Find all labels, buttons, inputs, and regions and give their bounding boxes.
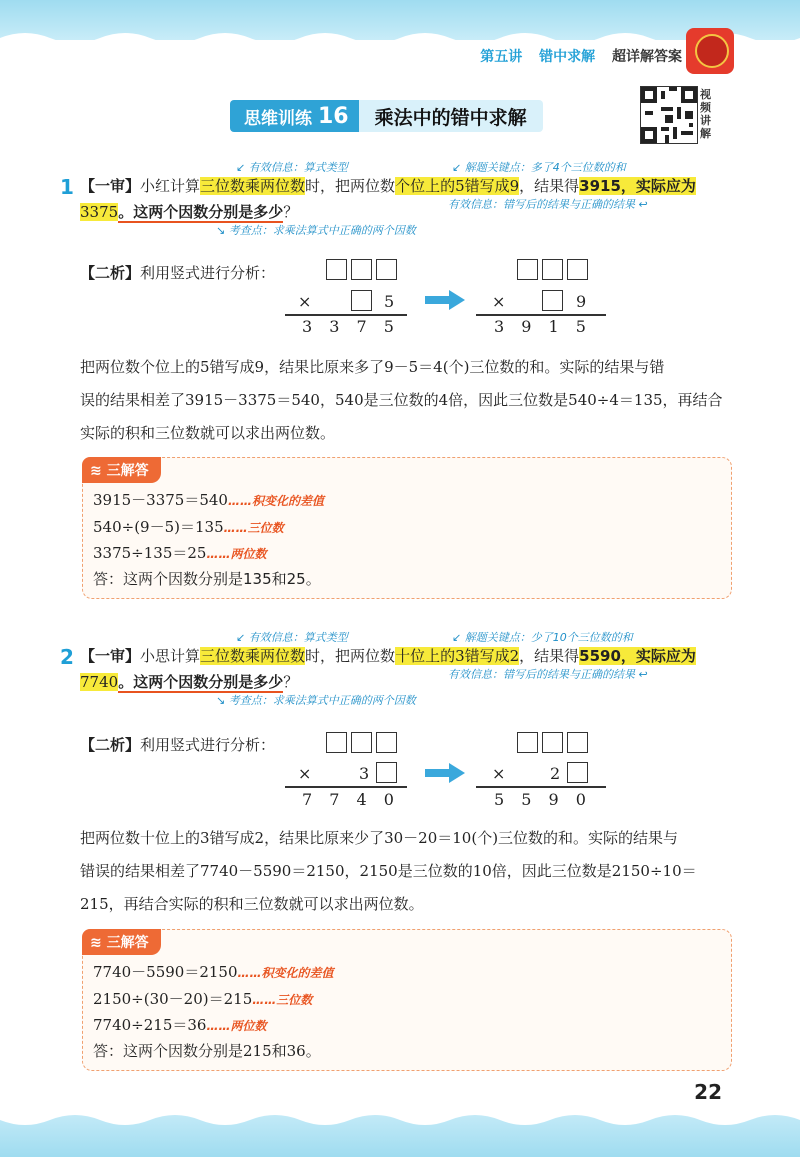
q1-answer-box <box>82 457 732 599</box>
arrow-right-icon <box>425 290 465 310</box>
q2-ans3: 7740÷215＝36……两位数 <box>93 1016 267 1034</box>
times-sign: × <box>298 764 312 783</box>
bottom-wave-band <box>0 1108 800 1157</box>
q2-para2: 错误的结果相差了7740－5590＝2150，2150是三位数的10倍，因此三位数是2150÷10＝ <box>80 862 697 880</box>
q1-note-b: ↙ 解题关键点：多了4个三位数的和 <box>452 161 626 174</box>
q2-note-a: ↙ 有效信息：算式类型 <box>236 631 348 644</box>
qr-code[interactable] <box>640 86 698 144</box>
q2-ans4: 答：这两个因数分别是215和36。 <box>93 1042 321 1060</box>
header-breadcrumb <box>468 46 682 66</box>
known-digit: 3 <box>359 764 370 783</box>
q1-number: 1 <box>60 175 74 199</box>
q2-ans1: 7740－5590＝2150……积变化的差值 <box>93 963 334 981</box>
title-name: 乘法中的错中求解 <box>359 100 543 132</box>
calc-result: 5 5 9 0 <box>494 790 592 809</box>
digit-box <box>376 762 397 783</box>
title-series <box>230 100 359 132</box>
answer-tag: ≋ 三解答 <box>82 929 161 955</box>
digit-box <box>542 732 563 753</box>
q2-analysis-lead: 【二析】利用竖式进行分析： <box>80 736 276 754</box>
calc-rule <box>285 786 407 788</box>
calc-rule <box>476 786 606 788</box>
digit-box <box>326 732 347 753</box>
digit-box <box>351 259 372 280</box>
q1-ans2: 540÷(9－5)＝135……三位数 <box>93 518 284 536</box>
calc-rule <box>476 314 606 316</box>
topic-label: 错中求解 <box>539 49 596 65</box>
title-series-text: 思维训练 <box>244 108 312 129</box>
digit-box <box>542 290 563 311</box>
q2-para1: 把两位数十位上的3错写成2，结果比原来少了30－20＝10(个)三位数的和。实际的结果与 <box>80 829 679 847</box>
q2-ans2: 2150÷(30－20)＝215……三位数 <box>93 990 313 1008</box>
digit-box <box>542 259 563 280</box>
known-digit: 9 <box>576 292 587 311</box>
q1-para3: 实际的积和三位数就可以求出两位数。 <box>80 424 336 442</box>
digit-box <box>567 732 588 753</box>
q1-para1: 把两位数个位上的5错写成9，结果比原来多了9－5＝4(个)三位数的和。实际的结果与错 <box>80 358 665 376</box>
q1-ans3: 3375÷135＝25……两位数 <box>93 544 267 562</box>
q1-line2: 3375。这两个因数分别是多少？ <box>80 203 299 221</box>
q2-para3: 215，再结合实际的积和三位数就可以求出两位数。 <box>80 895 424 913</box>
answer-tag: ≋ 三解答 <box>82 457 161 483</box>
known-digit: 2 <box>550 764 561 783</box>
times-sign: × <box>492 292 506 311</box>
q1-note-d: ↘ 考查点：求乘法算式中正确的两个因数 <box>216 224 416 237</box>
qr-label: 视频讲解 <box>700 88 711 140</box>
q2-tag: 【一审】 <box>80 647 141 665</box>
digit-box <box>376 259 397 280</box>
calc-result: 3 3 7 5 <box>302 317 400 336</box>
calc-result: 7 7 4 0 <box>302 790 400 809</box>
q1-tag: 【一审】 <box>80 177 141 195</box>
section-title <box>230 100 543 132</box>
title-number: 16 <box>318 103 349 129</box>
digit-box <box>567 762 588 783</box>
q1-line1: 【一审】小红计算三位数乘两位数时，把两位数个位上的5错写成9，结果得3915，实际应为 <box>80 177 696 195</box>
top-wave-band <box>0 0 800 40</box>
lecture-label: 第五讲 <box>480 49 523 65</box>
q2-number: 2 <box>60 645 74 669</box>
digit-box <box>376 732 397 753</box>
q1-ans4: 答：这两个因数分别是135和25。 <box>93 570 321 588</box>
page-number: 22 <box>694 1080 722 1104</box>
q2-note-b: ↙ 解题关键点：少了10个三位数的和 <box>452 631 633 644</box>
calc-rule <box>285 314 407 316</box>
known-digit: 5 <box>384 292 395 311</box>
calc-result: 3 9 1 5 <box>494 317 592 336</box>
digit-box <box>567 259 588 280</box>
times-sign: × <box>492 764 506 783</box>
times-sign: × <box>298 292 312 311</box>
brand-label: 超详解答案 <box>612 49 682 65</box>
q2-line2: 7740。这两个因数分别是多少？ <box>80 673 299 691</box>
wave-decoration <box>0 1108 800 1130</box>
q1-note-a: ↙ 有效信息：算式类型 <box>236 161 348 174</box>
arrow-right-icon <box>425 763 465 783</box>
digit-box <box>326 259 347 280</box>
q2-note-c: 有效信息：错写后的结果与正确的结果 ↩ <box>448 668 648 681</box>
q2-line1: 【一审】小思计算三位数乘两位数时，把两位数十位上的3错写成2，结果得5590，实际应为 <box>80 647 696 665</box>
digit-box <box>517 732 538 753</box>
q1-para2: 误的结果相差了3915－3375＝540，540是三位数的4倍，因此三位数是540÷4＝135，再结合 <box>80 391 723 409</box>
digit-box <box>351 290 372 311</box>
q2-note-d: ↘ 考查点：求乘法算式中正确的两个因数 <box>216 694 416 707</box>
q2-answer-box <box>82 929 732 1071</box>
q1-ans1: 3915－3375＝540……积变化的差值 <box>93 491 324 509</box>
q1-note-c: 有效信息：错写后的结果与正确的结果 ↩ <box>448 198 648 211</box>
digit-box <box>517 259 538 280</box>
q1-analysis-lead: 【二析】利用竖式进行分析： <box>80 264 276 282</box>
brand-logo <box>686 28 734 74</box>
digit-box <box>351 732 372 753</box>
